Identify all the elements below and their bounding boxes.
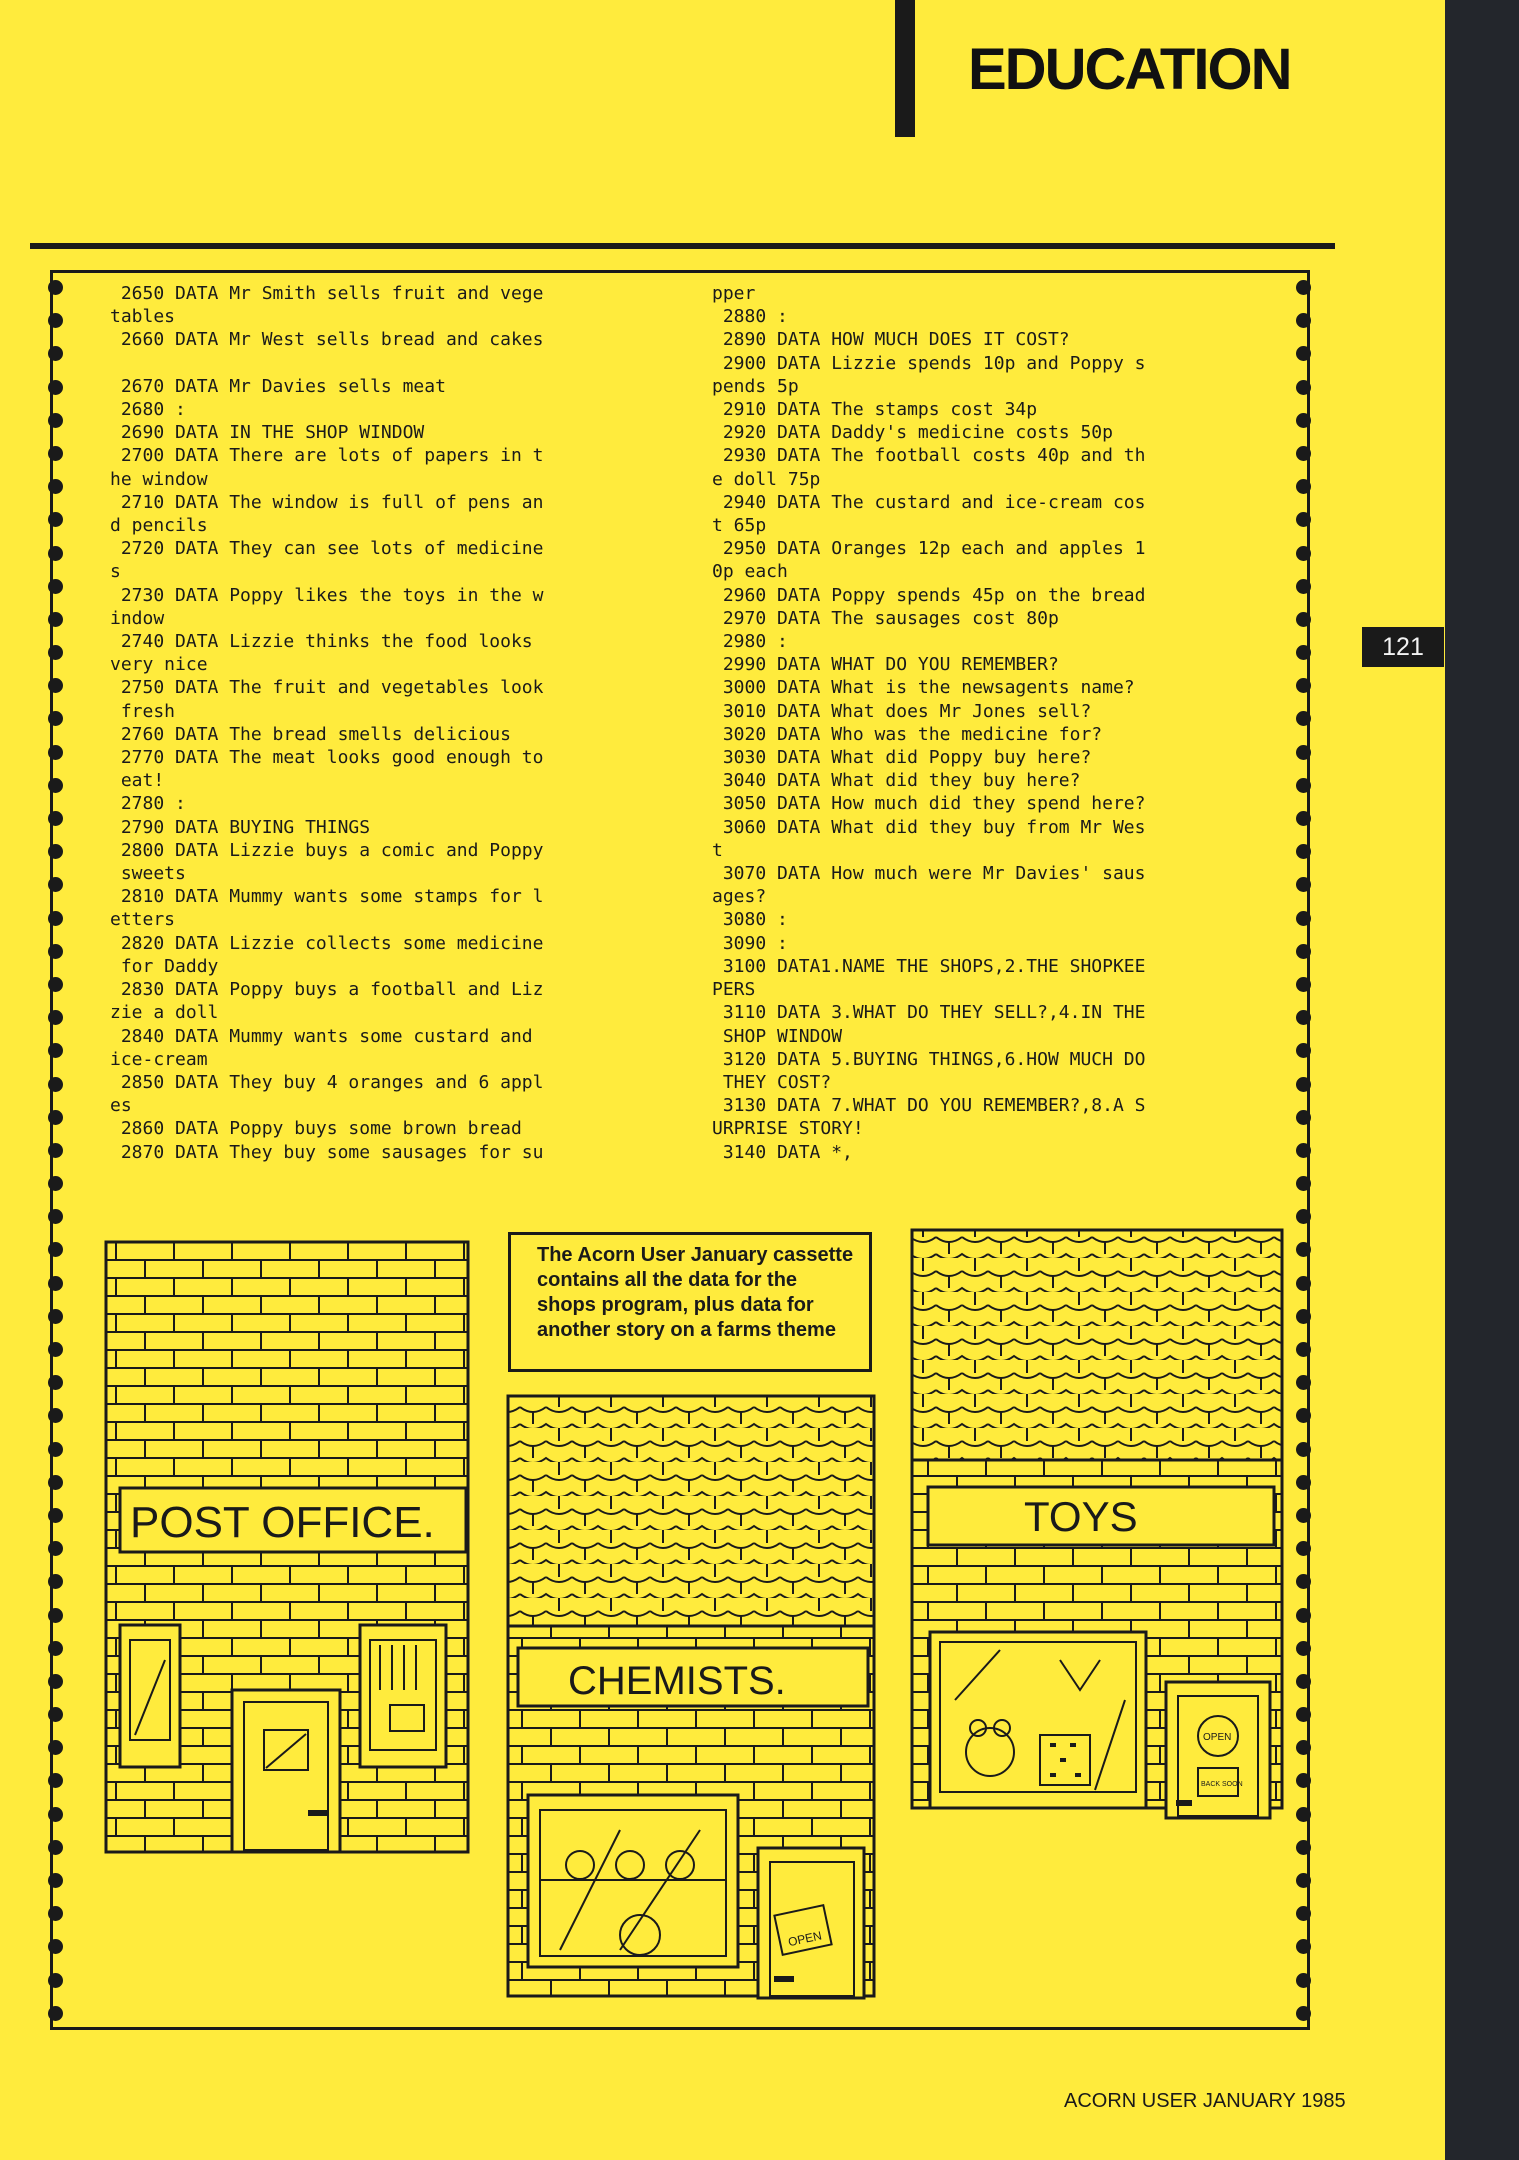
- code-line: 2980 :: [712, 631, 788, 653]
- page-number: 121: [1362, 627, 1444, 667]
- code-line: 3020 DATA Who was the medicine for?: [712, 723, 1103, 745]
- code-line: 2660 DATA Mr West sells bread and cakes: [110, 329, 544, 351]
- code-line: 3120 DATA 5.BUYING THINGS,6.HOW MUCH DO: [712, 1048, 1146, 1070]
- code-line: THEY COST?: [712, 1071, 832, 1093]
- code-line: 3100 DATA1.NAME THE SHOPS,2.THE SHOPKEE: [712, 955, 1146, 977]
- code-line: 2730 DATA Poppy likes the toys in the w: [110, 584, 544, 606]
- code-line: URPRISE STORY!: [712, 1118, 864, 1140]
- code-line: etters: [110, 909, 176, 931]
- code-line: 3090 :: [712, 932, 788, 954]
- code-line: 2670 DATA Mr Davies sells meat: [110, 375, 446, 397]
- code-line: PERS: [712, 979, 756, 1001]
- code-line: 3010 DATA What does Mr Jones sell?: [712, 700, 1092, 722]
- chemists-sign: CHEMISTS.: [568, 1659, 786, 1703]
- code-line: 2850 DATA They buy 4 oranges and 6 appl: [110, 1071, 544, 1093]
- code-line: 2950 DATA Oranges 12p each and apples 1: [712, 538, 1146, 560]
- code-line: 3030 DATA What did Poppy buy here?: [712, 747, 1092, 769]
- info-box: The Acorn User January cassette contains all the data for the shops program, plus data for another story on a farms theme: [508, 1232, 872, 1372]
- page-edge: [1445, 0, 1519, 2160]
- code-line: 2750 DATA The fruit and vegetables look: [110, 677, 544, 699]
- code-line: 2710 DATA The window is full of pens an: [110, 491, 544, 513]
- code-line: es: [110, 1095, 132, 1117]
- code-line: 2650 DATA Mr Smith sells fruit and vege: [110, 283, 544, 304]
- code-line: 2720 DATA They can see lots of medicine: [110, 538, 544, 560]
- code-line: 2900 DATA Lizzie spends 10p and Poppy s: [712, 352, 1146, 374]
- code-line: SHOP WINDOW: [712, 1025, 843, 1047]
- toys-open-sign: OPEN: [1203, 1732, 1232, 1743]
- code-line: indow: [110, 607, 165, 629]
- code-line: 2830 DATA Poppy buys a football and Liz: [110, 979, 544, 1001]
- code-line: d pencils: [110, 515, 208, 537]
- code-line: 2880 :: [712, 306, 788, 328]
- code-line: 2780 :: [110, 793, 186, 815]
- code-line: for Daddy: [110, 955, 219, 977]
- code-line: 2940 DATA The custard and ice-cream cos: [712, 491, 1146, 513]
- code-line: 2890 DATA HOW MUCH DOES IT COST?: [712, 329, 1070, 351]
- code-line: 2860 DATA Poppy buys some brown bread: [110, 1118, 522, 1140]
- code-line: 2960 DATA Poppy spends 45p on the bread: [712, 584, 1146, 606]
- code-line: 2820 DATA Lizzie collects some medicine: [110, 932, 544, 954]
- code-line: 3110 DATA 3.WHAT DO THEY SELL?,4.IN THE: [712, 1002, 1146, 1024]
- code-line: he window: [110, 468, 208, 490]
- code-line: fresh: [110, 700, 176, 722]
- post-office-sign: POST OFFICE.: [130, 1498, 435, 1547]
- code-line: 2970 DATA The sausages cost 80p: [712, 607, 1059, 629]
- code-line: 2910 DATA The stamps cost 34p: [712, 399, 1038, 421]
- code-line: 3140 DATA *,: [712, 1141, 853, 1163]
- code-line: 3040 DATA What did they buy here?: [712, 770, 1081, 792]
- code-line: 2740 DATA Lizzie thinks the food looks: [110, 631, 533, 653]
- code-line: 3130 DATA 7.WHAT DO YOU REMEMBER?,8.A S: [712, 1095, 1146, 1117]
- section-title: EDUCATION: [968, 37, 1291, 102]
- code-line: 2680 :: [110, 399, 186, 421]
- code-line: pends 5p: [712, 375, 799, 397]
- post-office-shop: [106, 1242, 468, 1852]
- code-line: 2930 DATA The football costs 40p and th: [712, 445, 1146, 467]
- code-line: ages?: [712, 886, 767, 908]
- toys-sign: TOYS: [1024, 1493, 1138, 1540]
- code-line: eat!: [110, 770, 165, 792]
- code-line: 2990 DATA WHAT DO YOU REMEMBER?: [712, 654, 1059, 676]
- code-line: s: [110, 561, 121, 583]
- code-line: 3000 DATA What is the newsagents name?: [712, 677, 1135, 699]
- code-line: pper: [712, 283, 756, 304]
- code-line: t: [712, 839, 723, 861]
- code-line: 2870 DATA They buy some sausages for su: [110, 1141, 544, 1163]
- code-line: 3080 :: [712, 909, 788, 931]
- chemists-open-sign: OPEN: [786, 1928, 823, 1950]
- code-line: 3050 DATA How much did they spend here?: [712, 793, 1146, 815]
- code-line: zie a doll: [110, 1002, 219, 1024]
- code-line: 0p each: [712, 561, 788, 583]
- code-line: 2840 DATA Mummy wants some custard and: [110, 1025, 533, 1047]
- code-line: 2920 DATA Daddy's medicine costs 50p: [712, 422, 1113, 444]
- footer: ACORN USER JANUARY 1985: [1064, 2090, 1346, 2112]
- code-line: ice-cream: [110, 1048, 208, 1070]
- code-line: 3070 DATA How much were Mr Davies' saus: [712, 863, 1146, 885]
- code-line: t 65p: [712, 515, 767, 537]
- code-line: 2690 DATA IN THE SHOP WINDOW: [110, 422, 425, 444]
- code-line: 2790 DATA BUYING THINGS: [110, 816, 371, 838]
- code-line: 2810 DATA Mummy wants some stamps for l: [110, 886, 544, 908]
- code-line: sweets: [110, 863, 186, 885]
- toys-back-soon-sign: BACK SOON: [1201, 1781, 1243, 1788]
- code-line: e doll 75p: [712, 468, 821, 490]
- code-line: 2700 DATA There are lots of papers in t: [110, 445, 544, 467]
- code-line: tables: [110, 306, 176, 328]
- code-line: 2770 DATA The meat looks good enough to: [110, 747, 544, 769]
- code-line: very nice: [110, 654, 208, 676]
- code-line: 2760 DATA The bread smells delicious: [110, 723, 511, 745]
- code-line: 3060 DATA What did they buy from Mr Wes: [712, 816, 1146, 838]
- code-line: 2800 DATA Lizzie buys a comic and Poppy: [110, 839, 544, 861]
